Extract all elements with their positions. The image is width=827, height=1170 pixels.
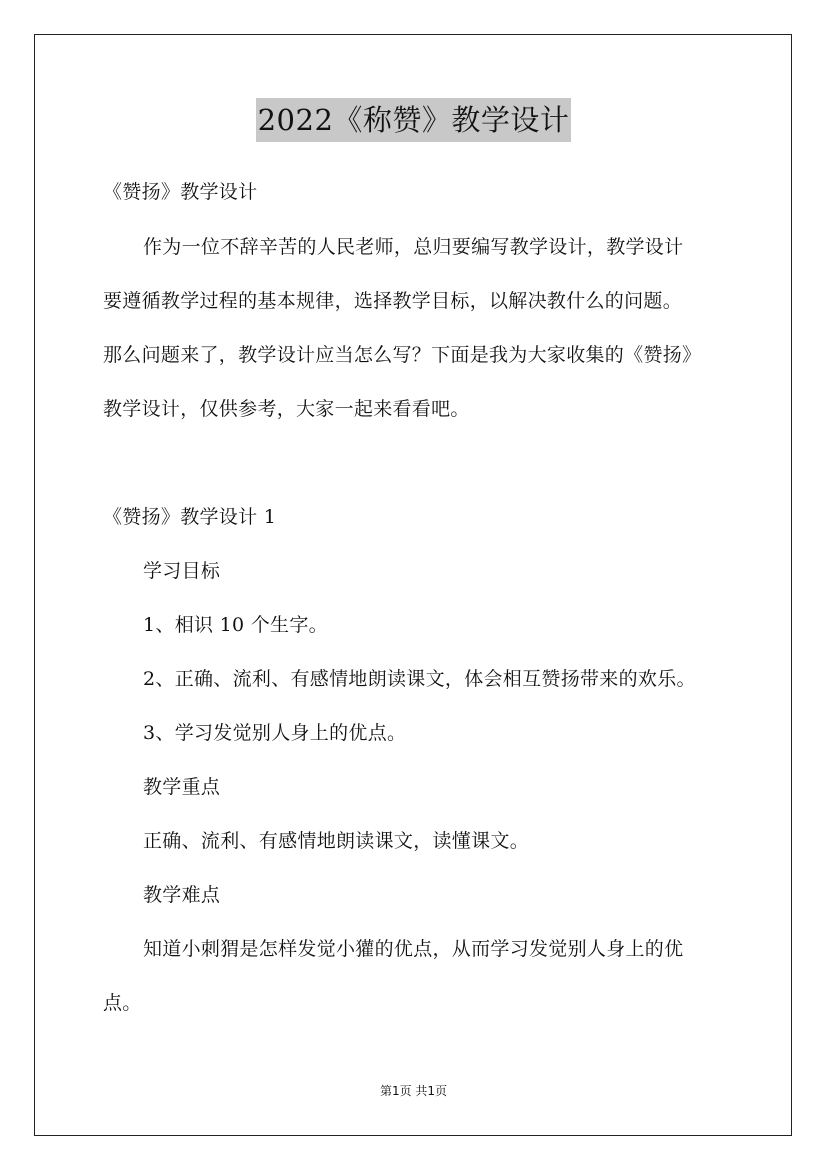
difficulty-line-2: 点。 <box>103 992 142 1014</box>
intro-line-2: 要遵循教学过程的基本规律，选择教学目标，以解决教什么的问题。 <box>103 290 683 312</box>
title-container <box>0 98 827 142</box>
intro-line-3: 那么问题来了，教学设计应当怎么写？下面是我为大家收集的《赞扬》 <box>103 344 702 366</box>
difficulty-heading: 教学难点 <box>143 884 221 906</box>
document-title: 2022《称赞》教学设计 <box>256 98 572 142</box>
goal-item-2: 2、正确、流利、有感情地朗读课文，体会相互赞扬带来的欢乐。 <box>143 668 696 690</box>
goal-item-3: 3、学习发觉别人身上的优点。 <box>143 722 407 744</box>
goals-heading: 学习目标 <box>143 560 221 582</box>
intro-line-1: 作为一位不辞辛苦的人民老师，总归要编写教学设计，教学设计 <box>143 236 684 258</box>
focus-text: 正确、流利、有感情地朗读课文，读懂课文。 <box>143 830 530 852</box>
intro-line-4: 教学设计，仅供参考，大家一起来看看吧。 <box>103 398 470 420</box>
goal-item-1: 1、相识 10 个生字。 <box>143 614 328 636</box>
difficulty-line-1: 知道小刺猬是怎样发觉小獾的优点，从而学习发觉别人身上的优 <box>143 938 684 960</box>
section-heading: 《赞扬》教学设计 1 <box>103 506 277 528</box>
focus-heading: 教学重点 <box>143 776 221 798</box>
page-footer: 第1页 共1页 <box>379 1084 448 1098</box>
subtitle: 《赞扬》教学设计 <box>103 181 258 203</box>
